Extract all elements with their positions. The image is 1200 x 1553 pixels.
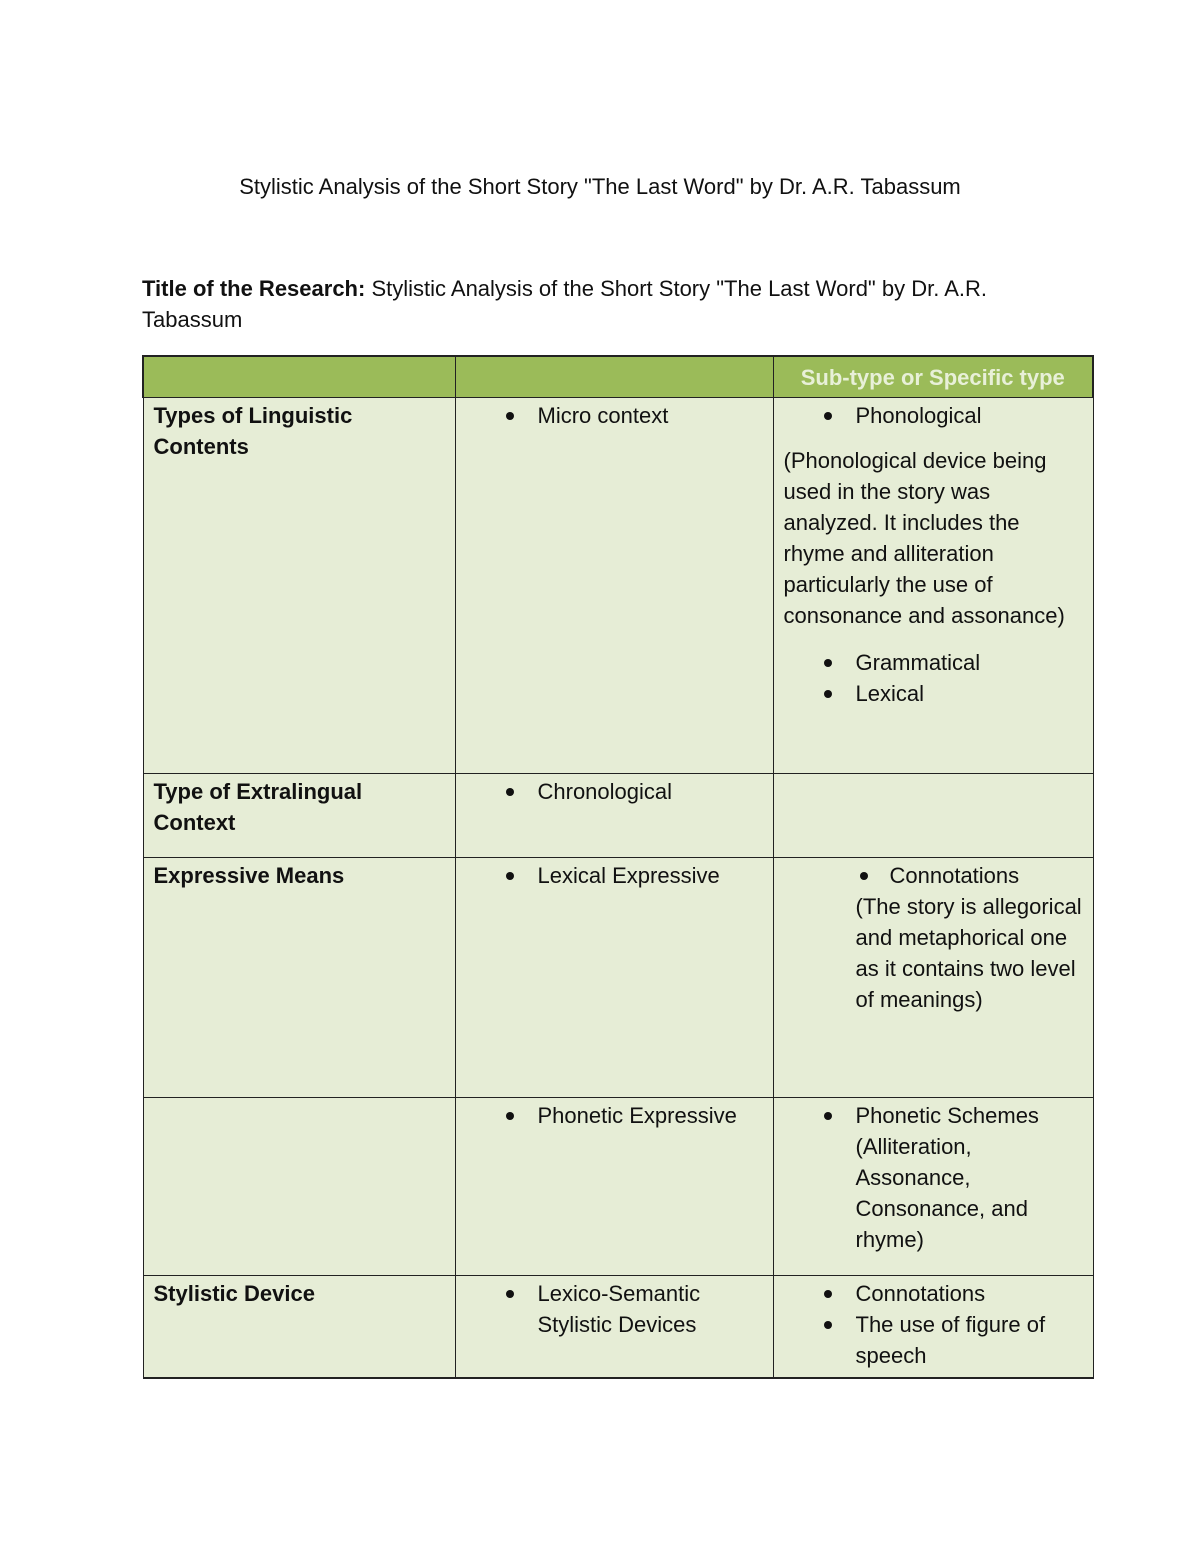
table-header-row — [143, 356, 1093, 398]
category-cell: Stylistic Device — [143, 1276, 455, 1379]
list-item: Lexical — [784, 678, 1083, 709]
header-cell-subtype: Sub-type or Specific type — [773, 356, 1093, 398]
category-cell: Type of Extralingual Context — [143, 774, 455, 858]
type-cell — [455, 1098, 773, 1276]
category-cell: Types of Linguistic Contents — [143, 398, 455, 774]
list-item: Phonological — [784, 400, 1083, 431]
table-row — [143, 858, 1093, 1098]
list-item: The use of figure of speech — [784, 1309, 1083, 1371]
list-item: Micro context — [466, 400, 763, 431]
category-cell: Expressive Means — [143, 858, 455, 1098]
subtype-note: (The story is allegorical and metaphorical one as it contains two level of meanings) — [855, 894, 1082, 1012]
list-item: Chronological — [466, 776, 763, 807]
list-item: Phonetic Expressive — [466, 1100, 763, 1131]
list-item: Phonetic Schemes (Alliteration, Assonance, Consonance, and rhyme) — [784, 1100, 1083, 1255]
research-title-label: Title of the Research: — [142, 276, 366, 301]
header-cell-category — [143, 356, 455, 398]
list-item: Connotations — [784, 1278, 1083, 1309]
analysis-table — [142, 355, 1094, 1379]
list-item: Lexical Expressive — [466, 860, 763, 891]
list-item: Grammatical — [784, 647, 1083, 678]
subtype-cell — [773, 858, 1093, 1098]
research-title-line — [142, 273, 1082, 335]
subtype-cell — [773, 774, 1093, 858]
type-cell — [455, 858, 773, 1098]
table-row — [143, 1276, 1093, 1379]
page-title: Stylistic Analysis of the Short Story "The Last Word" by Dr. A.R. Tabassum — [239, 174, 961, 199]
type-cell — [455, 774, 773, 858]
subtype-note: (Phonological device being used in the story was analyzed. It includes the rhyme and alliteration particularly the use of consonance and assonance) — [783, 448, 1065, 628]
table-row — [143, 774, 1093, 858]
subtype-cell — [773, 398, 1093, 774]
subtype-cell — [773, 1276, 1093, 1379]
subtype-cell — [773, 1098, 1093, 1276]
table-row — [143, 398, 1093, 774]
category-cell — [143, 1098, 455, 1276]
list-item: Connotations — [784, 860, 1083, 891]
list-item: Lexico-Semantic Stylistic Devices — [466, 1278, 763, 1340]
type-cell — [455, 1276, 773, 1379]
header-cell-type — [455, 356, 773, 398]
table-row — [143, 1098, 1093, 1276]
type-cell — [455, 398, 773, 774]
research-title-value: Stylistic Analysis of the Short Story "The Last Word" by Dr. A.R. Tabassum — [142, 276, 987, 332]
